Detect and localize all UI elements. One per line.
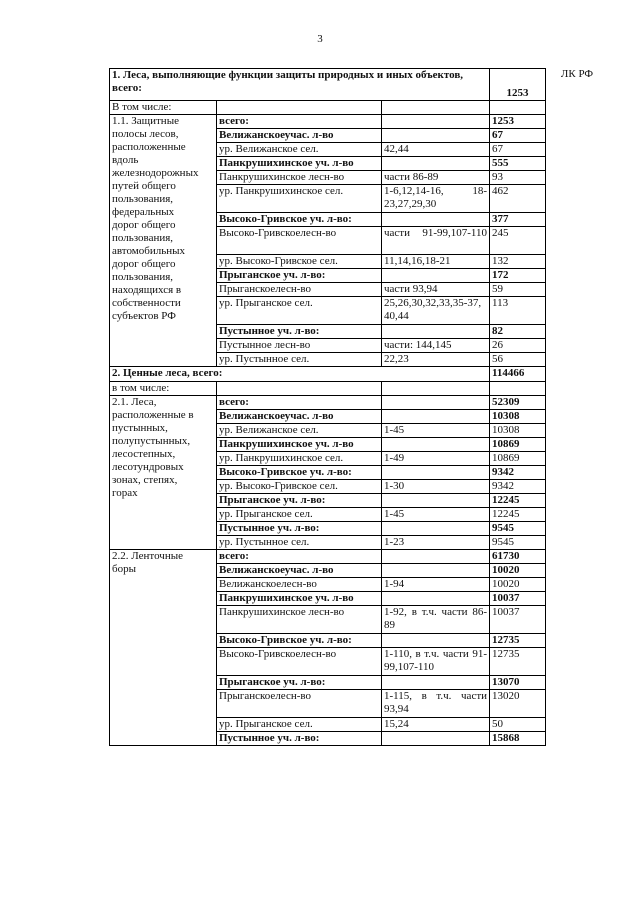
row-name: Пустынное уч. л-во:: [217, 522, 382, 536]
column-label-lk-rf: ЛК РФ: [560, 68, 594, 80]
row-quarters: 1-23: [382, 536, 490, 550]
row-value: 113: [490, 297, 546, 325]
row-name: Пустынное лесн-во: [217, 339, 382, 353]
table-row: [110, 396, 546, 410]
row-name: Прыганскоелесн-во: [217, 690, 382, 718]
section-1-title: 1. Леса, выполняющие функции защиты природных и иных объектов, всего:: [110, 69, 490, 101]
row-quarters: [382, 115, 490, 129]
row-value: 61730: [490, 550, 546, 564]
row-value: 67: [490, 129, 546, 143]
row-quarters: [382, 522, 490, 536]
row-name: всего:: [217, 115, 382, 129]
row-name: всего:: [217, 550, 382, 564]
row-value: 13070: [490, 676, 546, 690]
empty-cell: [490, 382, 546, 396]
row-value: 132: [490, 255, 546, 269]
row-name: ур. Панкрушихинское сел.: [217, 452, 382, 466]
row-name: Панкрушихинское уч. л-во: [217, 157, 382, 171]
row-value: 26: [490, 339, 546, 353]
row-quarters: 1-49: [382, 452, 490, 466]
row-quarters: 1-92, в т.ч. части 86-89: [382, 606, 490, 634]
row-name: ур. Прыганское сел.: [217, 718, 382, 732]
row-quarters: 1-115, в т.ч. части 93,94: [382, 690, 490, 718]
row-name: Прыганское уч. л-во:: [217, 269, 382, 283]
row-name: Высоко-Гривскоелесн-во: [217, 227, 382, 255]
row-name: ур. Велижанское сел.: [217, 143, 382, 157]
row-name: Панкрушихинское лесн-во: [217, 171, 382, 185]
row-quarters: [382, 634, 490, 648]
row-quarters: 1-30: [382, 480, 490, 494]
section-1-header-row: [110, 69, 546, 101]
row-name: Прыганское уч. л-во:: [217, 676, 382, 690]
row-name: Высоко-Гривское уч. л-во:: [217, 213, 382, 227]
row-value: 15868: [490, 732, 546, 746]
row-value: 10037: [490, 606, 546, 634]
row-quarters: [382, 466, 490, 480]
row-name: Прыганское уч. л-во:: [217, 494, 382, 508]
row-value: 82: [490, 325, 546, 339]
row-value: 10020: [490, 564, 546, 578]
row-name: ур. Прыганское сел.: [217, 297, 382, 325]
row-quarters: [382, 438, 490, 452]
row-value: 245: [490, 227, 546, 255]
row-quarters: [382, 325, 490, 339]
row-value: 50: [490, 718, 546, 732]
row-name: Прыганскоелесн-во: [217, 283, 382, 297]
row-value: 12245: [490, 508, 546, 522]
empty-cell: [382, 382, 490, 396]
row-quarters: 1-45: [382, 508, 490, 522]
row-quarters: 1-94: [382, 578, 490, 592]
row-value: 10308: [490, 424, 546, 438]
section-2-total: 114466: [490, 367, 546, 382]
row-value: 59: [490, 283, 546, 297]
row-quarters: [382, 592, 490, 606]
row-name: ур. Панкрушихинское сел.: [217, 185, 382, 213]
row-name: ур. Высоко-Гривское сел.: [217, 255, 382, 269]
row-quarters: [382, 550, 490, 564]
row-value: 10020: [490, 578, 546, 592]
row-name: ур. Прыганское сел.: [217, 508, 382, 522]
row-value: 9342: [490, 480, 546, 494]
subsection-1-1-description: 1.1. Защитные полосы лесов, расположенные вдоль железнодорожных путей общего пользования, федеральных дорог общего пользования, автомобильных дорог общего пользования, находящихся в собственности субъектов РФ: [110, 115, 217, 367]
row-name: ур. Высоко-Гривское сел.: [217, 480, 382, 494]
row-name: Высоко-Гривское уч. л-во:: [217, 634, 382, 648]
row-quarters: [382, 396, 490, 410]
section-2-header-row: [110, 367, 546, 382]
row-value: 172: [490, 269, 546, 283]
row-quarters: 25,26,30,32,33,35-37, 40,44: [382, 297, 490, 325]
row-quarters: 42,44: [382, 143, 490, 157]
row-name: Велижанскоеучас. л-во: [217, 129, 382, 143]
row-value: 9545: [490, 522, 546, 536]
row-quarters: [382, 564, 490, 578]
row-value: 1253: [490, 115, 546, 129]
row-value: 377: [490, 213, 546, 227]
row-quarters: [382, 157, 490, 171]
row-quarters: [382, 494, 490, 508]
subsection-2-2-description: 2.2. Ленточные боры: [110, 550, 217, 746]
section-1-including-label: В том числе:: [110, 101, 217, 115]
row-value: 56: [490, 353, 546, 367]
row-quarters: части: 144,145: [382, 339, 490, 353]
row-name: Велижанскоеучас. л-во: [217, 410, 382, 424]
row-quarters: 22,23: [382, 353, 490, 367]
empty-cell: [382, 101, 490, 115]
row-value: 10037: [490, 592, 546, 606]
row-quarters: 11,14,16,18-21: [382, 255, 490, 269]
row-quarters: 1-6,12,14-16, 18-23,27,29,30: [382, 185, 490, 213]
row-quarters: [382, 129, 490, 143]
row-value: 12735: [490, 648, 546, 676]
table-row: [110, 115, 546, 129]
row-name: Велижанскоелесн-во: [217, 578, 382, 592]
row-value: 555: [490, 157, 546, 171]
empty-cell: [217, 101, 382, 115]
subsection-2-1-description: 2.1. Леса, расположенные в пустынных, полупустынных, лесостепных, лесотундровых зонах, степях, горах: [110, 396, 217, 550]
section-2-including-label: в том числе:: [110, 382, 217, 396]
row-value: 12245: [490, 494, 546, 508]
row-value: 67: [490, 143, 546, 157]
row-value: 52309: [490, 396, 546, 410]
row-name: Панкрушихинское лесн-во: [217, 606, 382, 634]
row-name: Пустынное уч. л-во:: [217, 732, 382, 746]
row-name: Панкрушихинское уч. л-во: [217, 438, 382, 452]
row-quarters: [382, 410, 490, 424]
row-value: 462: [490, 185, 546, 213]
row-value: 10869: [490, 438, 546, 452]
row-name: Панкрушихинское уч. л-во: [217, 592, 382, 606]
row-name: Высоко-Гривское уч. л-во:: [217, 466, 382, 480]
row-name: ур. Пустынное сел.: [217, 353, 382, 367]
row-name: всего:: [217, 396, 382, 410]
section-1-total: 1253: [490, 69, 546, 101]
section-1-including-row: [110, 101, 546, 115]
page-number: 3: [317, 33, 323, 45]
empty-cell: [490, 101, 546, 115]
table-row: [110, 550, 546, 564]
row-name: ур. Пустынное сел.: [217, 536, 382, 550]
row-value: 13020: [490, 690, 546, 718]
row-quarters: 15,24: [382, 718, 490, 732]
section-2-including-row: [110, 382, 546, 396]
row-value: 9342: [490, 466, 546, 480]
empty-cell: [217, 382, 382, 396]
row-name: Пустынное уч. л-во:: [217, 325, 382, 339]
row-quarters: 1-45: [382, 424, 490, 438]
section-2-title: 2. Ценные леса, всего:: [110, 367, 490, 382]
row-name: ур. Велижанское сел.: [217, 424, 382, 438]
row-value: 93: [490, 171, 546, 185]
row-quarters: части 86-89: [382, 171, 490, 185]
row-quarters: 1-110, в т.ч. части 91-99,107-110: [382, 648, 490, 676]
row-value: 10869: [490, 452, 546, 466]
row-quarters: [382, 213, 490, 227]
row-quarters: части 91-99,107-110: [382, 227, 490, 255]
row-quarters: [382, 732, 490, 746]
row-value: 12735: [490, 634, 546, 648]
row-name: Велижанскоеучас. л-во: [217, 564, 382, 578]
row-name: Высоко-Гривскоелесн-во: [217, 648, 382, 676]
forest-table: [109, 68, 546, 746]
row-quarters: [382, 269, 490, 283]
row-quarters: [382, 676, 490, 690]
row-value: 10308: [490, 410, 546, 424]
row-quarters: части 93,94: [382, 283, 490, 297]
row-value: 9545: [490, 536, 546, 550]
